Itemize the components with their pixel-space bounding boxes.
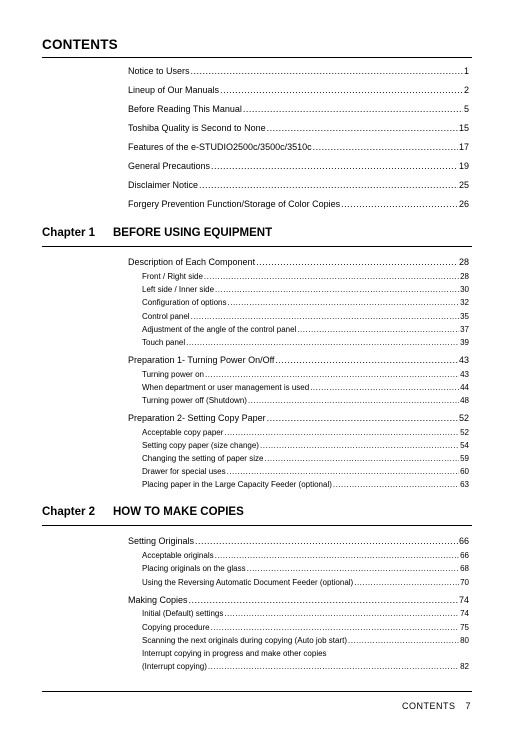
toc-entry-page: 80 — [460, 636, 469, 645]
dot-leader — [256, 257, 458, 268]
toc-entry[interactable] — [142, 427, 469, 438]
toc-entry[interactable] — [128, 595, 469, 606]
toc-entry-title: Forgery Prevention Function/Storage of Color Copies — [128, 199, 341, 209]
toc-entry-title: Description of Each Component — [128, 257, 256, 267]
toc-entry-page: 66 — [460, 551, 469, 560]
toc-entry[interactable] — [142, 440, 469, 451]
toc-entry[interactable] — [128, 355, 469, 366]
toc-entry-page: 66 — [458, 536, 469, 546]
dot-leader — [211, 161, 458, 172]
toc-entry-page: 37 — [460, 325, 469, 334]
dot-leader — [215, 284, 459, 295]
toc-entry-page: 60 — [460, 467, 469, 476]
toc-entry-page: 54 — [460, 441, 469, 450]
toc-entry-page: 70 — [460, 578, 469, 587]
toc-entry-title: Scanning the next originals during copying (Auto job start) — [142, 636, 348, 645]
toc-entry-title: Placing paper in the Large Capacity Feeder (optional) — [142, 480, 332, 489]
dot-leader — [199, 180, 458, 191]
toc-entry-title: Lineup of Our Manuals — [128, 85, 220, 95]
toc-entry-page: 74 — [460, 609, 469, 618]
toc-entry-page: 1 — [463, 66, 469, 76]
toc-entry-page: 32 — [460, 298, 469, 307]
dot-leader — [243, 104, 463, 115]
title-rule — [42, 57, 472, 58]
toc-entry-title: Turning power on — [142, 370, 204, 379]
toc-entry[interactable] — [128, 180, 469, 191]
chapter-2-heading — [42, 506, 244, 518]
toc-entry-page: 74 — [458, 595, 469, 605]
toc-entry-title: Configuration of options — [142, 298, 227, 307]
toc-entry[interactable] — [142, 271, 469, 282]
dot-leader — [348, 635, 459, 646]
toc-entry-page: 68 — [460, 564, 469, 573]
chapter-1-rule — [42, 246, 472, 247]
dot-leader — [189, 595, 458, 606]
toc-entry[interactable] — [128, 199, 469, 210]
toc-entry[interactable] — [142, 466, 469, 477]
page-number: 7 — [465, 701, 471, 711]
toc-entry[interactable] — [142, 324, 469, 335]
toc-entry-title: Placing originals on the glass — [142, 564, 246, 573]
toc-entry-page: 39 — [460, 338, 469, 347]
toc-entry[interactable] — [142, 648, 469, 659]
dot-leader — [195, 536, 458, 547]
toc-entry[interactable] — [142, 453, 469, 464]
toc-entry-title: Notice to Users — [128, 66, 190, 76]
toc-entry[interactable] — [142, 311, 469, 322]
toc-entry-page: 15 — [458, 123, 469, 133]
dot-leader — [204, 271, 459, 282]
dot-leader — [215, 550, 459, 561]
footer-label: CONTENTS — [401, 701, 456, 711]
toc-entry-page: 25 — [458, 180, 469, 190]
dot-leader — [310, 382, 459, 393]
toc-entry-page: 48 — [460, 396, 469, 405]
dot-leader — [297, 324, 459, 335]
dot-leader — [208, 661, 459, 672]
chapter-2-rule — [42, 525, 472, 526]
toc-entry-page: 19 — [458, 161, 469, 171]
toc-entry[interactable] — [142, 479, 469, 490]
toc-entry[interactable] — [142, 550, 469, 561]
toc-entry-page: 52 — [458, 413, 469, 423]
dot-leader — [224, 427, 459, 438]
chapter-2-title: HOW TO MAKE COPIES — [113, 506, 244, 518]
chapter-1-title: BEFORE USING EQUIPMENT — [113, 227, 273, 239]
dot-leader — [211, 622, 459, 633]
toc-entry-title: Before Reading This Manual — [128, 104, 242, 114]
toc-entry-title: Acceptable originals — [142, 551, 214, 560]
dot-leader — [191, 311, 460, 322]
toc-entry[interactable] — [142, 395, 469, 406]
toc-entry[interactable] — [142, 608, 469, 619]
toc-entry-page: 5 — [463, 104, 469, 114]
toc-entry-title: Left side / Inner side — [142, 285, 215, 294]
dot-leader — [247, 563, 459, 574]
toc-entry-title: Adjustment of the angle of the control panel — [142, 325, 297, 334]
page-title: CONTENTS — [42, 37, 118, 52]
toc-entry-title: Copying procedure — [142, 623, 210, 632]
dot-leader — [260, 440, 459, 451]
toc-entry[interactable] — [142, 284, 469, 295]
dot-leader — [341, 199, 458, 210]
toc-entry-page: 35 — [460, 312, 469, 321]
toc-entry-page: 28 — [458, 257, 469, 267]
dot-leader — [267, 123, 458, 134]
toc-entry-page: 82 — [460, 662, 469, 671]
toc-entry[interactable] — [128, 123, 469, 134]
toc-entry[interactable] — [142, 622, 469, 633]
toc-entry-title: Toshiba Quality is Second to None — [128, 123, 266, 133]
toc-entry-page: 63 — [460, 480, 469, 489]
toc-entry-page: 30 — [460, 285, 469, 294]
dot-leader — [264, 453, 459, 464]
toc-entry-title: Using the Reversing Automatic Document Feeder (optional) — [142, 578, 354, 587]
toc-entry[interactable] — [128, 161, 469, 172]
toc-entry-title: Turning power off (Shutdown) — [142, 396, 247, 405]
toc-entry-page: 43 — [458, 355, 469, 365]
dot-leader — [228, 297, 460, 308]
toc-entry[interactable] — [128, 413, 469, 424]
toc-entry-title: Setting copy paper (size change) — [142, 441, 259, 450]
toc-entry-title: (Interrupt copying) — [142, 662, 207, 671]
dot-leader — [191, 66, 463, 77]
toc-entry-title: Setting Originals — [128, 536, 195, 546]
toc-entry[interactable] — [142, 661, 469, 672]
toc-entry-page: 52 — [460, 428, 469, 437]
toc-entry[interactable] — [142, 382, 469, 393]
toc-entry[interactable] — [128, 85, 469, 96]
toc-entry-page: 17 — [458, 142, 469, 152]
toc-entry-title: When department or user management is used — [142, 383, 310, 392]
toc-entry-title: Initial (Default) settings — [142, 609, 224, 618]
toc-entry[interactable] — [128, 142, 469, 153]
toc-entry-page: 75 — [460, 623, 469, 632]
toc-entry-page: 28 — [460, 272, 469, 281]
chapter-1-heading — [42, 227, 272, 239]
toc-entry-title: Acceptable copy paper — [142, 428, 224, 437]
toc-entry[interactable] — [142, 577, 469, 588]
toc-entry-page: 43 — [460, 370, 469, 379]
toc-entry-title: General Precautions — [128, 161, 211, 171]
dot-leader — [275, 355, 458, 366]
dot-leader — [220, 85, 463, 96]
dot-leader — [354, 577, 459, 588]
toc-entry-title: Disclaimer Notice — [128, 180, 199, 190]
toc-entry-title: Preparation 1- Turning Power On/Off — [128, 355, 275, 365]
footer-rule — [42, 691, 472, 692]
dot-leader — [224, 608, 459, 619]
dot-leader — [267, 413, 458, 424]
toc-entry[interactable] — [142, 635, 469, 646]
footer — [402, 701, 471, 711]
dot-leader — [186, 337, 459, 348]
chapter-2-number: Chapter 2 — [42, 506, 96, 518]
toc-entry-title: Changing the setting of paper size — [142, 454, 264, 463]
toc-entry-title: Front / Right side — [142, 272, 203, 281]
toc-entry[interactable] — [142, 563, 469, 574]
toc-entry-title: Making Copies — [128, 595, 188, 605]
toc-entry-page: 26 — [458, 199, 469, 209]
toc-entry-title: Interrupt copying in progress and make other copies — [142, 649, 327, 658]
toc-entry-title: Preparation 2- Setting Copy Paper — [128, 413, 266, 423]
toc-entry-page: 59 — [460, 454, 469, 463]
toc-entry-page: 2 — [463, 85, 469, 95]
dot-leader — [227, 466, 460, 477]
toc-entry-page: 44 — [460, 383, 469, 392]
toc-entry[interactable] — [142, 337, 469, 348]
toc-entry[interactable] — [128, 257, 469, 268]
toc-entry[interactable] — [142, 297, 469, 308]
dot-leader — [313, 142, 458, 153]
toc-entry[interactable] — [128, 104, 469, 115]
toc-entry[interactable] — [128, 66, 469, 77]
dot-leader — [248, 395, 459, 406]
toc-entry-title: Touch panel — [142, 338, 186, 347]
toc-entry[interactable] — [128, 536, 469, 547]
toc-entry-title: Features of the e-STUDIO2500c/3500c/3510c — [128, 142, 312, 152]
toc-entry[interactable] — [142, 369, 469, 380]
toc-entry-title: Control panel — [142, 312, 190, 321]
toc-entry-title: Drawer for special uses — [142, 467, 226, 476]
dot-leader — [205, 369, 459, 380]
dot-leader — [333, 479, 459, 490]
chapter-1-number: Chapter 1 — [42, 227, 96, 239]
